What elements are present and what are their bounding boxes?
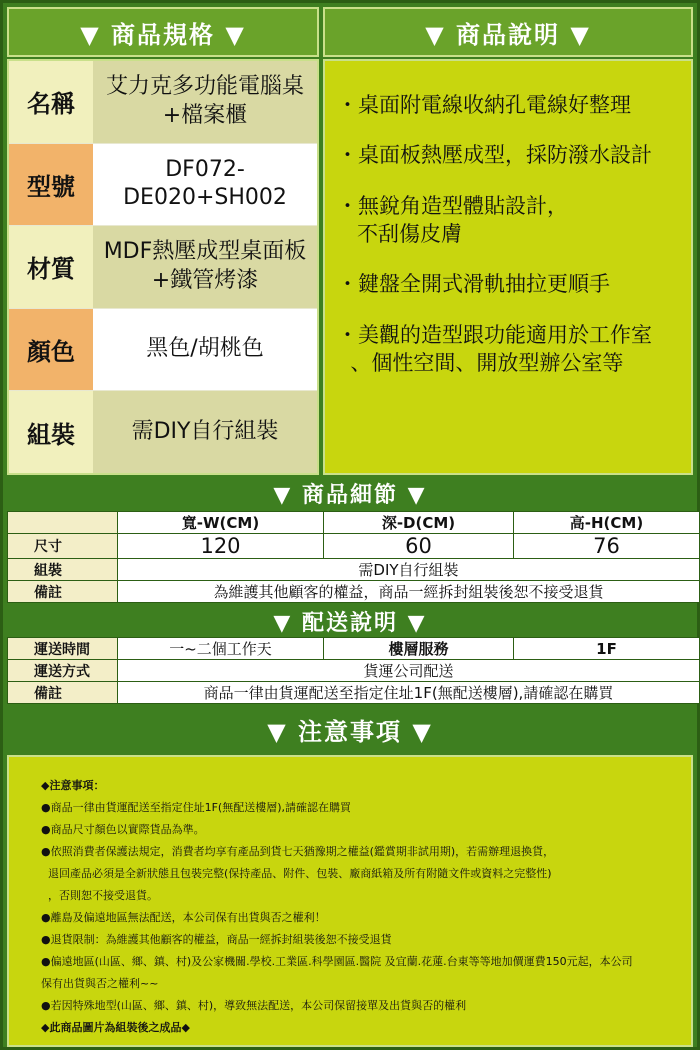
spec-value: 艾力克多功能電腦桌 +檔案櫃 (93, 61, 317, 143)
table-row (8, 581, 700, 603)
row-label: 備註 (8, 581, 118, 603)
spec-label: 組裝 (9, 391, 93, 473)
table-row (8, 660, 700, 682)
floor-service-label: 樓層服務 (324, 638, 514, 660)
description-item: ・桌面附電線收納孔電線好整理 (337, 93, 631, 117)
details-header: ▼ 商品細節 ▼ (7, 477, 693, 509)
spec-header: ▼ 商品規格 ▼ (7, 7, 319, 57)
table-row (8, 682, 700, 704)
column-header-width: 寬-W(CM) (118, 512, 324, 534)
notes-panel (7, 755, 693, 1047)
column-header-depth: 深-D(CM) (324, 512, 514, 534)
note-line: ●退貨限制：為維護其他顧客的權益，商品一經拆封組裝後恕不接受退貨 (41, 933, 392, 946)
description-item: ・鍵盤全開式滑軌抽拉更順手 (337, 272, 610, 297)
description-header: ▼ 商品說明 ▼ (323, 7, 693, 57)
shipping-header: ▼ 配送說明 ▼ (7, 605, 693, 637)
note-line: ，否則恕不接受退貨。 (41, 889, 158, 902)
note-line: 退回產品必須是全新狀態且包裝完整(保持產品、附件、包裝、廠商紙箱及所有附隨文件或資料之完整性) (41, 867, 552, 880)
spec-row-name (9, 61, 317, 144)
table-row (8, 534, 700, 559)
spec-value: 黑色/胡桃色 (93, 309, 317, 391)
depth-value: 60 (324, 534, 514, 559)
shipping-remark-value: 商品一律由貨運配送至指定住址1F(無配送樓層),請確認在購買 (118, 682, 700, 704)
row-label: 運送時間 (8, 638, 118, 660)
description-panel (323, 59, 693, 475)
note-line: ●偏遠地區(山區、鄉、鎮、村)及公家機關.學校.工業區.科學園區.醫院 及宜蘭.花蓮.台東等等地加價運費150元起，本公司 (41, 955, 633, 968)
remark-value: 為維護其他顧客的權益，商品一經拆封組裝後恕不接受退貨 (118, 581, 700, 603)
spec-label: 型號 (9, 144, 93, 226)
table-cell (8, 512, 118, 534)
spec-label: 名稱 (9, 61, 93, 143)
floor-service-value: 1F (514, 638, 700, 660)
spec-value: DF072-DE020+SH002 (93, 144, 317, 226)
notice-header: ▼ 注意事項 ▼ (7, 709, 693, 749)
shipping-method-value: 貨運公司配送 (118, 660, 700, 682)
table-row (8, 512, 700, 534)
column-header-height: 高-H(CM) (514, 512, 700, 534)
assembly-value: 需DIY自行組裝 (118, 559, 700, 581)
top-headers (7, 7, 693, 57)
delivery-time-value: 一~二個工作天 (118, 638, 324, 660)
description-item: ・桌面板熱壓成型，採防潑水設計 (337, 143, 652, 168)
width-value: 120 (118, 534, 324, 559)
table-row (8, 559, 700, 581)
row-label: 尺寸 (8, 534, 118, 559)
note-line: ◆注意事項： (41, 779, 105, 792)
note-line: ●依照消費者保護法規定，消費者均享有產品到貨七天猶豫期之權益(鑑賞期非試用期)，若需辦理退換貨， (41, 845, 555, 858)
note-line: ◆此商品圖片為組裝後之成品◆ (41, 1021, 190, 1034)
details-table (7, 511, 700, 603)
row-label: 運送方式 (8, 660, 118, 682)
spec-row-material (9, 226, 317, 309)
spec-label: 材質 (9, 226, 93, 308)
description-item: ・美觀的造型跟功能適用於工作室 、個性空間、開放型辦公室等 (337, 322, 652, 376)
table-row (8, 638, 700, 660)
note-line: ●商品一律由貨運配送至指定住址1F(無配送樓層),請確認在購買 (41, 801, 352, 814)
spec-value: 需DIY自行組裝 (93, 391, 317, 473)
row-label: 備註 (8, 682, 118, 704)
note-line: ●離島及偏遠地區無法配送，本公司保有出貨與否之權利！ (41, 911, 326, 924)
spec-label: 顏色 (9, 309, 93, 391)
spec-value: MDF熱壓成型桌面板 +鐵管烤漆 (93, 226, 317, 308)
height-value: 76 (514, 534, 700, 559)
spec-row-color (9, 309, 317, 392)
note-line: 保有出貨與否之權利~~ (41, 977, 159, 990)
shipping-table (7, 637, 700, 704)
spec-row-assembly (9, 391, 317, 473)
row-label: 組裝 (8, 559, 118, 581)
spec-row-model (9, 144, 317, 227)
spec-panel (7, 59, 319, 475)
description-item: ・無銳角造型體貼設計， 不刮傷皮膚 (337, 193, 568, 247)
note-line: ●商品尺寸顏色以實際貨品為準。 (41, 823, 205, 836)
note-line: ●若因特殊地型(山區、鄉、鎮、村)，導致無法配送，本公司保留接單及出貨與否的權利 (41, 999, 467, 1012)
